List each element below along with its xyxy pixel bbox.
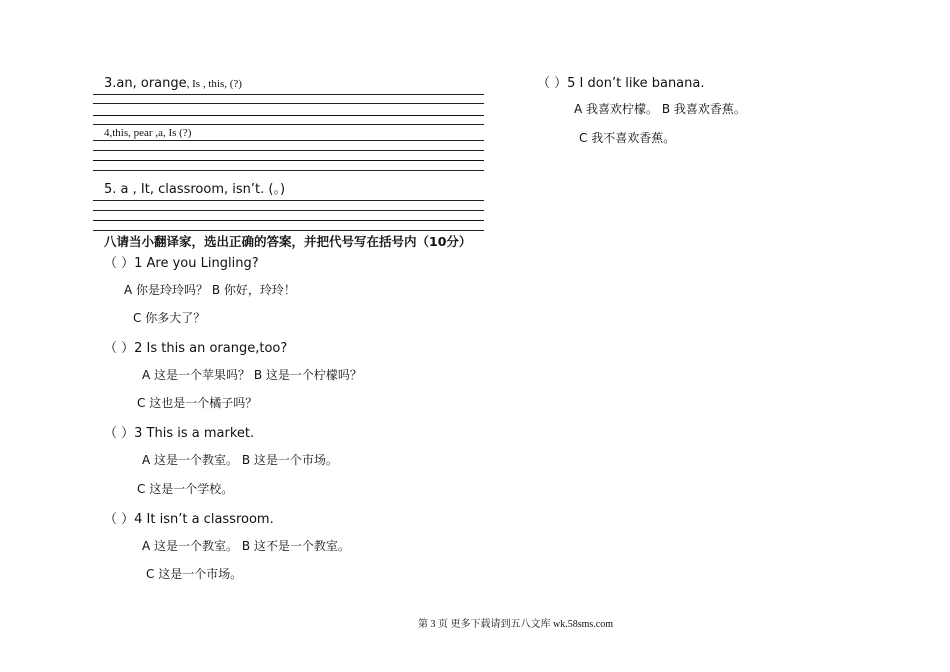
section-8-heading: 八请当小翻译家，选出正确的答案，并把代号写在括号内（10分） [104,234,472,249]
writing-line [93,150,484,151]
question-5: 5. a , It, classroom, isn’t. (。) [104,182,286,197]
translation-options-5-ab: A 我喜欢柠檬。 B 我喜欢香蕉。 [574,102,746,116]
question-3-words: 3.an, orange [104,76,187,91]
question-4: 4,this, pear ,a, Is (?) [104,127,192,139]
translation-options-3-ab: A 这是一个教室。 B 这是一个市场。 [142,453,338,467]
writing-line [93,140,484,141]
writing-line [93,94,484,95]
translation-question-5: （ ）5 I don’t like banana. [537,76,705,91]
writing-line [93,230,484,231]
translation-question-4: （ ）4 It isn’t a classroom. [104,512,274,527]
translation-option-4-c: C 这是一个市场。 [146,567,243,581]
writing-line [93,103,484,104]
question-3 [104,72,242,91]
writing-line [93,124,484,125]
question-3-words-rest: , Is , this, (?) [186,78,242,90]
translation-option-5-c: C 我不喜欢香蕉。 [579,131,676,145]
writing-line [93,115,484,116]
writing-line [93,220,484,221]
writing-line [93,170,484,171]
translation-options-2-ab: A 这是一个苹果吗？ B 这是一个柠檬吗？ [142,368,362,382]
writing-line [93,210,484,211]
translation-option-1-c: C 你多大了？ [133,311,206,325]
writing-line [93,200,484,201]
translation-options-4-ab: A 这是一个教室。 B 这不是一个教室。 [142,539,350,553]
translation-question-3: （ ）3 This is a market. [104,426,255,441]
translation-options-1-ab: A 你是玲玲吗？ B 你好，玲玲！ [124,283,296,297]
page-footer: 第 3 页 更多下载请到五八文库 wk.58sms.com [418,619,613,630]
writing-line [93,160,484,161]
translation-option-2-c: C 这也是一个橘子吗？ [137,396,258,410]
translation-question-1: （ ）1 Are you Lingling? [104,256,259,271]
translation-option-3-c: C 这是一个学校。 [137,482,234,496]
translation-question-2: （ ）2 Is this an orange,too? [104,341,288,356]
